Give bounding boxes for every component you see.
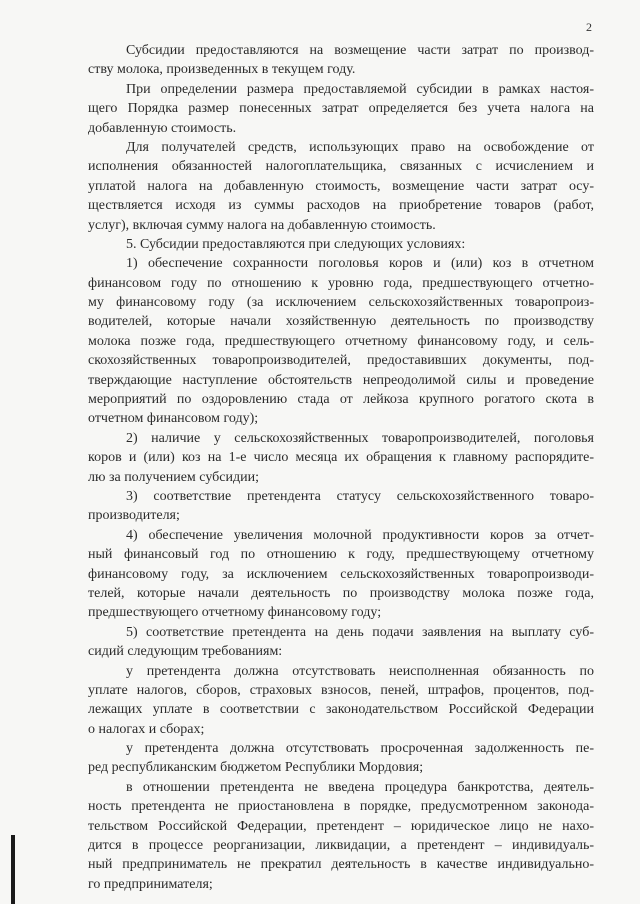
text-line: исполнения обязанностей налогоплательщика, связанных с исчислением и bbox=[88, 159, 594, 175]
text-line: в отношении претендента не введена процедура банкротства, деятель- bbox=[126, 779, 594, 795]
text-line: сидий следующим требованиям: bbox=[88, 644, 283, 660]
text-line: ный финансовый год по отношению к году, предшествующему отчетному bbox=[88, 547, 594, 563]
text-line: добавленную стоимость. bbox=[88, 120, 237, 136]
text-line: телей, которые начали деятельность по производству молока позже года, bbox=[88, 585, 594, 601]
text-line: о налогах и сборах; bbox=[88, 721, 205, 737]
text-line: водителей, которые начали хозяйственную деятельность по производству bbox=[88, 314, 594, 330]
text-line: у претендента должна отсутствовать неисполненная обязанность по bbox=[126, 663, 594, 679]
text-line: 5. Субсидии предоставляются при следующих условиях: bbox=[126, 236, 466, 252]
text-line: ред республиканским бюджетом Республики Мордовия; bbox=[88, 760, 424, 776]
text-line: тверждающие наступление обстоятельств непреодолимой силы и проведение bbox=[88, 372, 594, 388]
text-line: Для получателей средств, использующих право на освобождение от bbox=[126, 139, 594, 155]
text-line: молока позже года, предшествующего отчетному финансовому году, и сель- bbox=[88, 333, 594, 349]
text-line: 4) обеспечение увеличения молочной продуктивности коров за отчет- bbox=[126, 527, 594, 543]
text-line: лежащих уплате в соответствии с законодательством Российской Федерации bbox=[88, 702, 594, 718]
text-line: финансовому году, за исключением сельскохозяйственных товаропроизводи- bbox=[88, 566, 594, 582]
text-line: 5) соответствие претендента на день подачи заявления на выплату суб- bbox=[126, 624, 594, 640]
text-line: отчетном финансовом году); bbox=[88, 411, 259, 427]
text-line: финансовом году по отношению к уровню года, предшествующего отчетно- bbox=[88, 275, 594, 291]
text-line: Субсидии предоставляются на возмещение части затрат по производ- bbox=[126, 43, 594, 58]
text-line: При определении размера предоставляемой субсидии в рамках настоя- bbox=[126, 81, 594, 97]
text-line: дится в процессе реорганизации, ликвидации, а претендент – индивидуаль- bbox=[88, 838, 594, 854]
text-line: коров и (или) коз на 1-е число месяца их обращения к главному распорядите- bbox=[88, 450, 594, 466]
document-body bbox=[88, 41, 594, 894]
text-line: мероприятий по оздоровлению стада от лейкоза крупного рогатого скота в bbox=[88, 392, 594, 408]
text-line: му финансовому году (за исключением сельскохозяйственных товаропроиз- bbox=[88, 295, 594, 311]
text-line: тельством Российской Федерации, претендент – юридическое лицо не нахо- bbox=[88, 818, 594, 834]
page-number: 2 bbox=[586, 20, 592, 34]
text-line: скохозяйственных товаропроизводителей, предоставивших документы, под- bbox=[88, 353, 594, 369]
text-line: ный предприниматель не прекратил деятельность в качестве индивидуально- bbox=[88, 857, 594, 873]
text-line: уплатой налога на добавленную стоимость, возмещение части затрат осу- bbox=[88, 178, 594, 194]
text-line: 1) обеспечение сохранности поголовья коров и (или) коз в отчетном bbox=[126, 256, 594, 272]
text-line: услуг), включая сумму налога на добавленную стоимость. bbox=[88, 217, 436, 233]
text-line: щего Порядка размер понесенных затрат определяется без учета налога на bbox=[88, 101, 594, 117]
text-line: лю за получением субсидии; bbox=[88, 469, 259, 485]
text-line: ность претендента не приостановлена в порядке, предусмотренном законода- bbox=[88, 799, 594, 815]
text-line: у претендента должна отсутствовать просроченная задолженность пе- bbox=[126, 741, 594, 757]
text-line: ству молока, произведенных в текущем году. bbox=[88, 62, 356, 78]
text-line: уплате налогов, сборов, страховых взносов, пеней, штрафов, процентов, под- bbox=[88, 682, 594, 698]
text-line: го предпринимателя; bbox=[88, 876, 213, 892]
text-line: ществляется исходя из суммы расходов на приобретение товаров (работ, bbox=[88, 198, 594, 214]
text-line: 2) наличие у сельскохозяйственных товаропроизводителей, поголовья bbox=[126, 430, 594, 446]
text-line: 3) соответствие претендента статусу сельскохозяйственного товаро- bbox=[126, 488, 594, 504]
scan-edge-mark bbox=[11, 835, 15, 904]
text-line: предшествующего отчетному финансовому году; bbox=[88, 605, 382, 621]
text-line: производителя; bbox=[88, 508, 180, 524]
